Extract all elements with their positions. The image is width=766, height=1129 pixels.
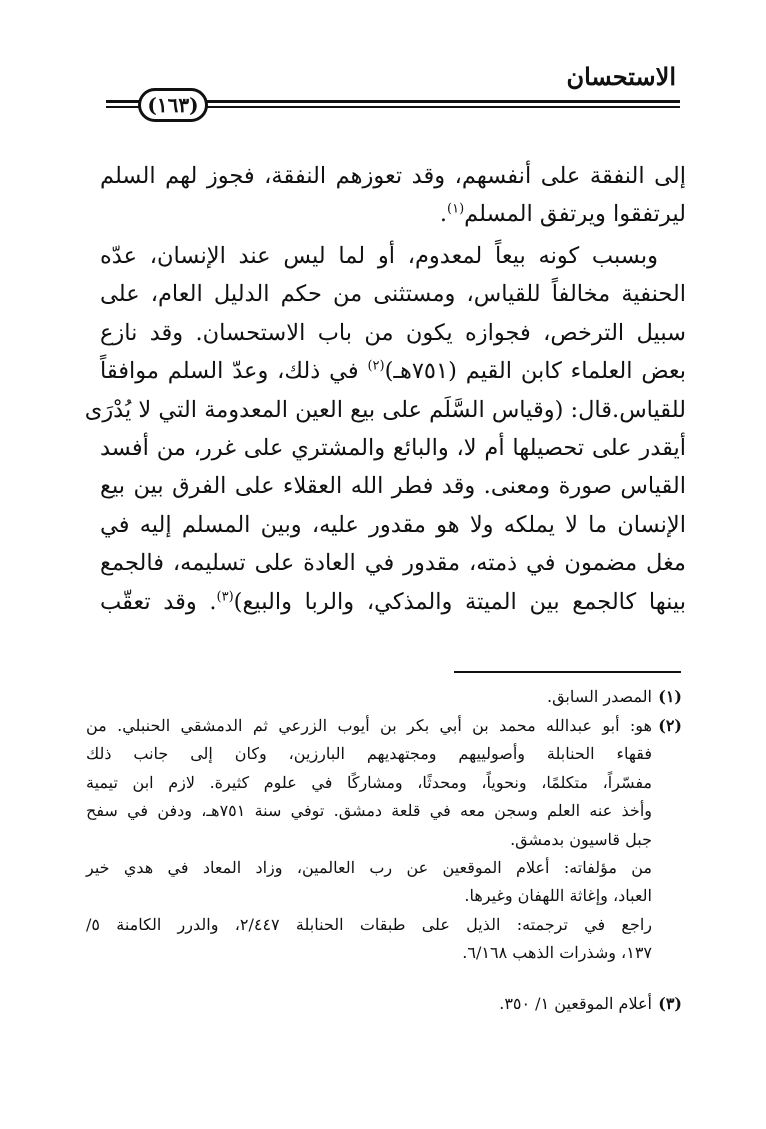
text-line: إلى النفقة على أنفسهم، وقد تعوزهم النفقة، فجوز لهم السلم [100,163,686,189]
page-number: (١٦٣) [138,88,208,122]
text-line: أيقدر على تحصيلها أم لا، والبائع والمشتري على غرر، من أفسد [100,435,686,462]
paragraph-1 [100,157,686,234]
footnote-ref-3: (٣) [216,589,234,605]
footnote-line: مفسّراً، متكلمًا، ونحوياً، ومحدثًا، ومشاركًا في علوم كثيرة. لازم ابن تيمية [86,772,652,792]
text-line: مغل مضمون في ذمته، مقدور في العادة على تسليمه، فالجمع [100,550,686,577]
footnote-number: (٢) [658,716,682,735]
footnote-3 [86,990,682,1018]
footnote-line: ١٣٧، وشذرات الذهب ٦/١٦٨. [462,943,652,963]
footnote-ref-2: (٢) [367,358,385,374]
text-line: ليرتفقوا ويرتفق المسلم$^{(١)}$. [439,201,686,228]
footnote-line: من مؤلفاته: أعلام الموقعين عن رب العالمين، وزاد المعاد في هدي خير [86,858,652,878]
footnote-line: جبل قاسيون بدمشق. [510,829,652,849]
text-line: بينها كالجمع بين الميتة والمذكي، والربا والبيع)$^{(٣)}$. وقد تعقّب [100,588,686,615]
header-rule-left [106,100,140,110]
text-line: سبيل الترخص، فجوازه يكون من باب الاستحسان. وقد نازع [100,319,686,346]
footnote-ref-1: (١) [447,201,465,217]
text-line: القياس صورة ومعنى. وقد فطر الله العقلاء على الفرق بين بيع [100,473,686,500]
text-line: بعض العلماء كابن القيم (٧٥١هـ)$^{(٢)}$ في ذلك، وعدّ السلم موافقاً [100,358,686,385]
footnote-1 [86,683,682,711]
footnote-line: العباد، وإغاثة اللهفان وغيرها. [464,886,652,906]
running-title: الاستحسان [566,62,676,91]
footnote-line: راجع في ترجمته: الذيل على طبقات الحنابلة ٢/٤٤٧، والدرر الكامنة ٥/ [86,914,653,934]
footnote-line: وأخذ عنه العلم وسجن معه في قلعة دمشق. توفي سنة ٧٥١هـ، ودفن في سفح [86,801,652,821]
header-rule-right [206,100,680,110]
footnote-line: فقهاء الحنابلة وأصولييهم ومجتهديهم البارزين، وكان إلى جانب ذلك [86,744,652,764]
footnote-number: (١) [658,687,682,706]
footnote-line: أعلام الموقعين ١/ ٣٥٠. [499,994,652,1013]
text-line: وبسبب كونه بيعاً لمعدوم، أو لما ليس عند الإنسان، عدّه [100,243,658,269]
text-line: الحنفية مخالفاً للقياس، ومستثنى من حكم الدليل العام، على [100,281,686,308]
text-line: للقياس.قال: (وقياس السَّلَم على بيع العين المعدومة التي لا يُدْرَى [84,396,686,423]
footnote-line: المصدر السابق. [546,687,652,706]
footnote-separator [454,671,681,673]
text-line: الإنسان ما لا يملكه ولا هو مقدور عليه، وبين المسلم إليه في [100,511,686,538]
footnote-2 [86,712,682,968]
footnote-number: (٣) [658,994,682,1013]
paragraph-2 [84,237,686,621]
footnote-line: هو: أبو عبدالله محمد بن أبي بكر بن أيوب الزرعي ثم الدمشقي الحنبلي. من [86,716,652,735]
